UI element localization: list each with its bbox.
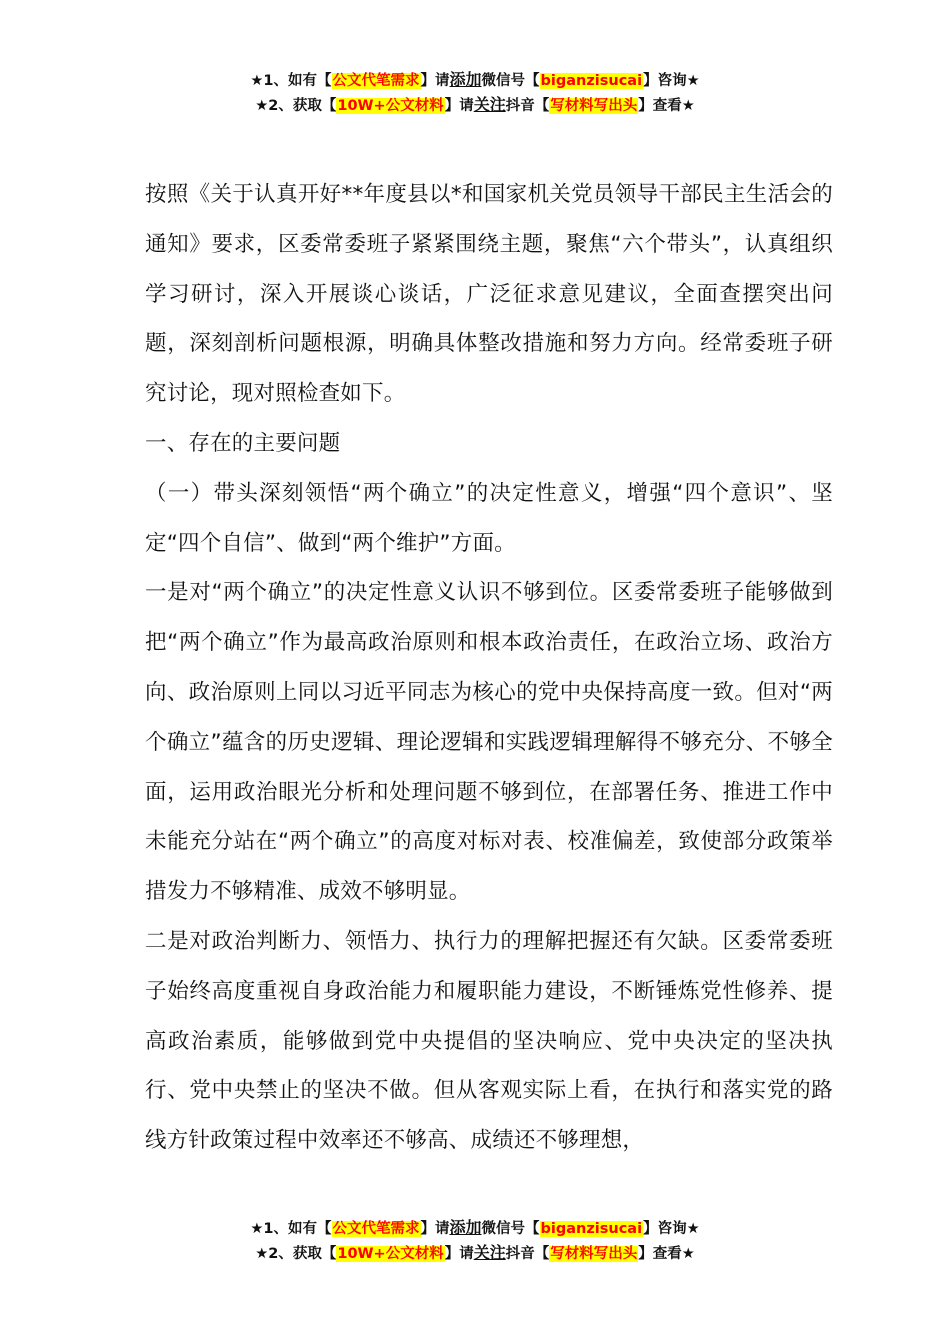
banner-text: ★1、如有【 (250, 1221, 332, 1237)
banner-text: 微信号【 (481, 73, 540, 89)
banner-text: 】请 (444, 98, 474, 114)
highlight-service: 公文代笔需求 (332, 1221, 420, 1237)
banner-text: 】请 (420, 1221, 450, 1237)
banner-line-1 (0, 1216, 950, 1241)
banner-text: 】咨询★ (643, 73, 700, 89)
header-banner (0, 68, 950, 118)
body-paragraph: 一是对“两个确立”的决定性意义认识不够到位。区委常委班子能够做到把“两个确立”作为最高政治原则和根本政治责任，在政治立场、政治方向、政治原则上同以习近平同志为核心的党中央保持高度一致。但对“两个确立”蕴含的历史逻辑、理论逻辑和实践逻辑理解得不够充分、不够全面，运用政治眼光分析和处理问题不够到位，在部署任务、推进工作中未能充分站在“两个确立”的高度对标对表、校准偏差，致使部分政策举措发力不够精准、成效不够明显。 (145, 580, 833, 905)
section-heading: 一、存在的主要问题 (145, 430, 341, 456)
highlight-service: 公文代笔需求 (332, 73, 420, 89)
footer-banner (0, 1216, 950, 1266)
banner-line-1 (0, 68, 950, 93)
highlight-materials: 10W+公文材料 (337, 1246, 444, 1262)
banner-text: 抖音【 (505, 1246, 550, 1262)
intro-paragraph: 按照《关于认真开好**年度县以*和国家机关党员领导干部民主生活会的通知》要求，区委常委班子紧紧围绕主题，聚焦“六个带头”，认真组织学习研讨，深入开展谈心谈话，广泛征求意见建议，全面查摆突出问题，深刻剖析问题根源，明确具体整改措施和努力方向。经常委班子研究讨论，现对照检查如下。 (145, 182, 833, 407)
subsection-heading: （一）带头深刻领悟“两个确立”的决定性意义，增强“四个意识”、坚定“四个自信”、做到“两个维护”方面。 (145, 480, 833, 556)
emphasis-follow: 关注 (473, 95, 506, 114)
banner-text: 】请 (444, 1246, 474, 1262)
banner-line-2 (0, 1241, 950, 1266)
highlight-materials: 10W+公文材料 (337, 98, 444, 114)
banner-text: 】查看★ (638, 98, 695, 114)
banner-text: ★1、如有【 (250, 73, 332, 89)
banner-text: 抖音【 (505, 98, 550, 114)
highlight-douyin-account: 写材料写出头 (550, 1246, 638, 1262)
emphasis-follow: 关注 (473, 1243, 506, 1262)
banner-text: 微信号【 (481, 1221, 540, 1237)
banner-text: 】请 (420, 73, 450, 89)
body-paragraph: 二是对政治判断力、领悟力、执行力的理解把握还有欠缺。区委常委班子始终高度重视自身政治能力和履职能力建设，不断锤炼党性修养、提高政治素质，能够做到党中央提倡的坚决响应、党中央决定的坚决执行、党中央禁止的坚决不做。但从客观实际上看，在执行和落实党的路线方针政策过程中效率还不够高、成绩还不够理想， (145, 928, 833, 1154)
emphasis-add: 添加 (449, 70, 482, 89)
banner-text: ★2、获取【 (255, 1246, 337, 1262)
highlight-douyin-account: 写材料写出头 (550, 98, 638, 114)
banner-text: 】查看★ (638, 1246, 695, 1262)
highlight-wechat-id: biganzisucai (540, 73, 643, 89)
banner-text: ★2、获取【 (255, 98, 337, 114)
banner-line-2 (0, 93, 950, 118)
emphasis-add: 添加 (449, 1218, 482, 1237)
banner-text: 】咨询★ (643, 1221, 700, 1237)
document-body (145, 170, 833, 1166)
highlight-wechat-id: biganzisucai (540, 1221, 643, 1237)
